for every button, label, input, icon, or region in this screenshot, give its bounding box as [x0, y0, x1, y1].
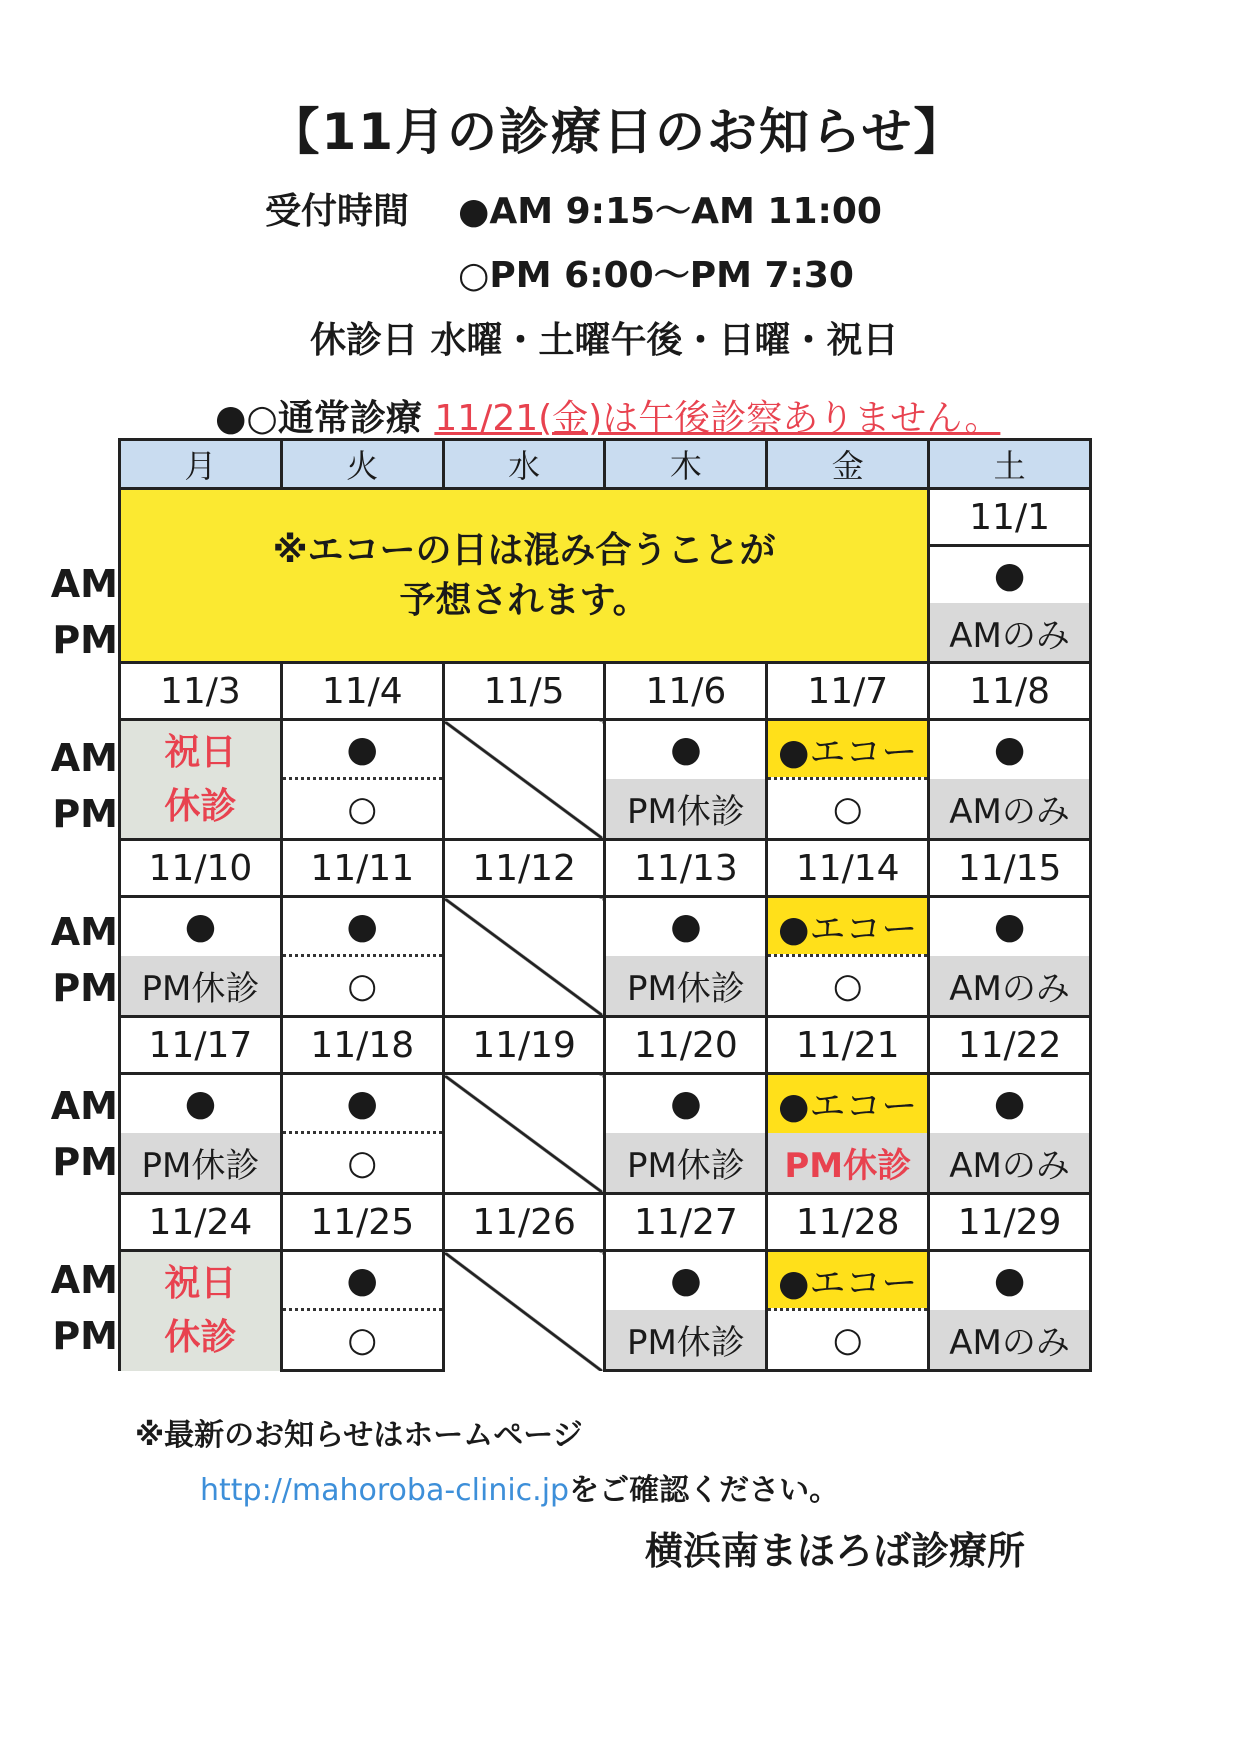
closed-day-cell [443, 720, 605, 840]
date-cell: 11/15 [929, 840, 1091, 897]
side-pm-label: PM [52, 618, 118, 662]
date-cell: 11/20 [605, 1017, 767, 1074]
footer-note-suffix: をご確認ください。 [569, 1473, 840, 1508]
date-cell: 11/12 [443, 840, 605, 897]
date-cell: 11/13 [605, 840, 767, 897]
holiday-cell [120, 720, 282, 840]
date-cell: 11/18 [281, 1017, 443, 1074]
date-cell: 11/10 [120, 840, 282, 897]
pm-closed-cell: PM休診 [605, 956, 767, 1017]
schedule-calendar [118, 438, 1092, 1372]
pm-cell: ○ [767, 779, 929, 840]
am-cell: ● [605, 720, 767, 779]
date-cell: 11/25 [281, 1194, 443, 1251]
side-pm-label: PM [52, 1314, 118, 1358]
date-cell: 11/29 [929, 1194, 1091, 1251]
pm-cell: AMのみ [929, 1310, 1091, 1371]
reception-hours-label: 受付時間 [265, 191, 410, 232]
date-cell: 11/21 [767, 1017, 929, 1074]
date-cell: 11/22 [929, 1017, 1091, 1074]
page-title: 【11月の診療日のお知らせ】 [269, 103, 966, 161]
am-cell: ● [281, 720, 443, 779]
side-am-label: AM [50, 562, 118, 606]
clinic-name: 横浜南まほろば診療所 [645, 1529, 1026, 1573]
legend-text: ●○通常診療 [215, 398, 422, 439]
weekday-header: 土 [929, 440, 1091, 489]
pm-closed-cell: PM休診 [120, 956, 282, 1017]
holiday-label: 祝日 [164, 731, 237, 773]
date-cell: 11/27 [605, 1194, 767, 1251]
pm-closed-special-cell: PM休診 [767, 1133, 929, 1194]
week-date-row [120, 1017, 1091, 1074]
pm-cell: ○ [767, 956, 929, 1017]
side-am-label: AM [50, 1258, 118, 1302]
legend-notice: 11/21(金)は午後診察ありません。 [434, 398, 1001, 439]
am-row [120, 1074, 1091, 1133]
am-row [120, 720, 1091, 779]
footer-note: ※最新のお知らせはホームページ [135, 1418, 583, 1453]
date-cell: 11/11 [281, 840, 443, 897]
am-row [120, 897, 1091, 956]
side-pm-label: PM [52, 966, 118, 1010]
echo-notice-box [120, 489, 929, 663]
echo-cell: ●エコー [767, 1074, 929, 1133]
am-cell: ● [120, 1074, 282, 1133]
week-date-row [120, 1194, 1091, 1251]
closed-days: 休診日 水曜・土曜午後・日曜・祝日 [310, 320, 899, 361]
week-date-row [120, 663, 1091, 720]
pm-cell: AMのみ [929, 603, 1091, 663]
am-cell: ● [929, 720, 1091, 779]
weekday-header-row [120, 440, 1091, 489]
closed-day-cell [443, 1074, 605, 1194]
am-row [120, 1251, 1091, 1310]
closed-day-cell [443, 1251, 605, 1371]
week-date-row [120, 489, 1091, 546]
date-cell: 11/17 [120, 1017, 282, 1074]
weekday-header: 木 [605, 440, 767, 489]
date-cell: 11/26 [443, 1194, 605, 1251]
weekday-header: 金 [767, 440, 929, 489]
am-cell: ● [281, 1074, 443, 1133]
reception-hours-pm: ○PM 6:00～PM 7:30 [458, 255, 854, 296]
reception-hours-am: ●AM 9:15～AM 11:00 [458, 191, 882, 232]
echo-cell: ●エコー [767, 897, 929, 956]
am-cell: ● [281, 897, 443, 956]
holiday-closed-label: 休診 [164, 1317, 237, 1359]
pm-row [120, 1133, 1091, 1194]
am-cell: ● [929, 546, 1091, 604]
pm-cell: AMのみ [929, 956, 1091, 1017]
footer-link-line [200, 1465, 839, 1509]
weekday-header: 水 [443, 440, 605, 489]
side-pm-label: PM [52, 792, 118, 836]
side-am-label: AM [50, 736, 118, 780]
closed-day-cell [443, 897, 605, 1017]
echo-cell: ●エコー [767, 1251, 929, 1310]
am-cell: ● [281, 1251, 443, 1310]
date-cell: 11/6 [605, 663, 767, 720]
pm-closed-cell: PM休診 [605, 1310, 767, 1371]
holiday-closed-label: 休診 [164, 785, 237, 827]
date-cell: 11/1 [929, 489, 1091, 546]
pm-cell: ○ [767, 1310, 929, 1371]
date-cell: 11/28 [767, 1194, 929, 1251]
legend [215, 390, 1000, 441]
pm-cell: AMのみ [929, 1133, 1091, 1194]
am-cell: ● [929, 1251, 1091, 1310]
holiday-cell [120, 1251, 282, 1371]
week-date-row [120, 840, 1091, 897]
date-cell: 11/7 [767, 663, 929, 720]
side-am-label: AM [50, 910, 118, 954]
pm-closed-cell: PM休診 [605, 779, 767, 840]
side-am-label: AM [50, 1084, 118, 1128]
am-cell: ● [120, 897, 282, 956]
echo-cell: ●エコー [767, 720, 929, 779]
pm-cell: AMのみ [929, 779, 1091, 840]
date-cell: 11/4 [281, 663, 443, 720]
date-cell: 11/5 [443, 663, 605, 720]
weekday-header: 月 [120, 440, 282, 489]
date-cell: 11/3 [120, 663, 282, 720]
holiday-label: 祝日 [164, 1263, 237, 1305]
echo-notice-line2: 予想されます。 [399, 579, 649, 621]
homepage-link[interactable]: http://mahoroba-clinic.jp [200, 1473, 570, 1508]
pm-cell: ○ [281, 1310, 443, 1371]
echo-notice-line1: ※エコーの日は混み合うことが [272, 529, 776, 571]
pm-row [120, 956, 1091, 1017]
am-cell: ● [605, 1074, 767, 1133]
date-cell: 11/19 [443, 1017, 605, 1074]
am-cell: ● [929, 897, 1091, 956]
side-pm-label: PM [52, 1140, 118, 1184]
pm-closed-cell: PM休診 [120, 1133, 282, 1194]
am-cell: ● [929, 1074, 1091, 1133]
am-cell: ● [605, 1251, 767, 1310]
pm-cell: ○ [281, 779, 443, 840]
pm-cell: ○ [281, 956, 443, 1017]
date-cell: 11/24 [120, 1194, 282, 1251]
weekday-header: 火 [281, 440, 443, 489]
date-cell: 11/14 [767, 840, 929, 897]
am-cell: ● [605, 897, 767, 956]
date-cell: 11/8 [929, 663, 1091, 720]
pm-closed-cell: PM休診 [605, 1133, 767, 1194]
pm-cell: ○ [281, 1133, 443, 1194]
